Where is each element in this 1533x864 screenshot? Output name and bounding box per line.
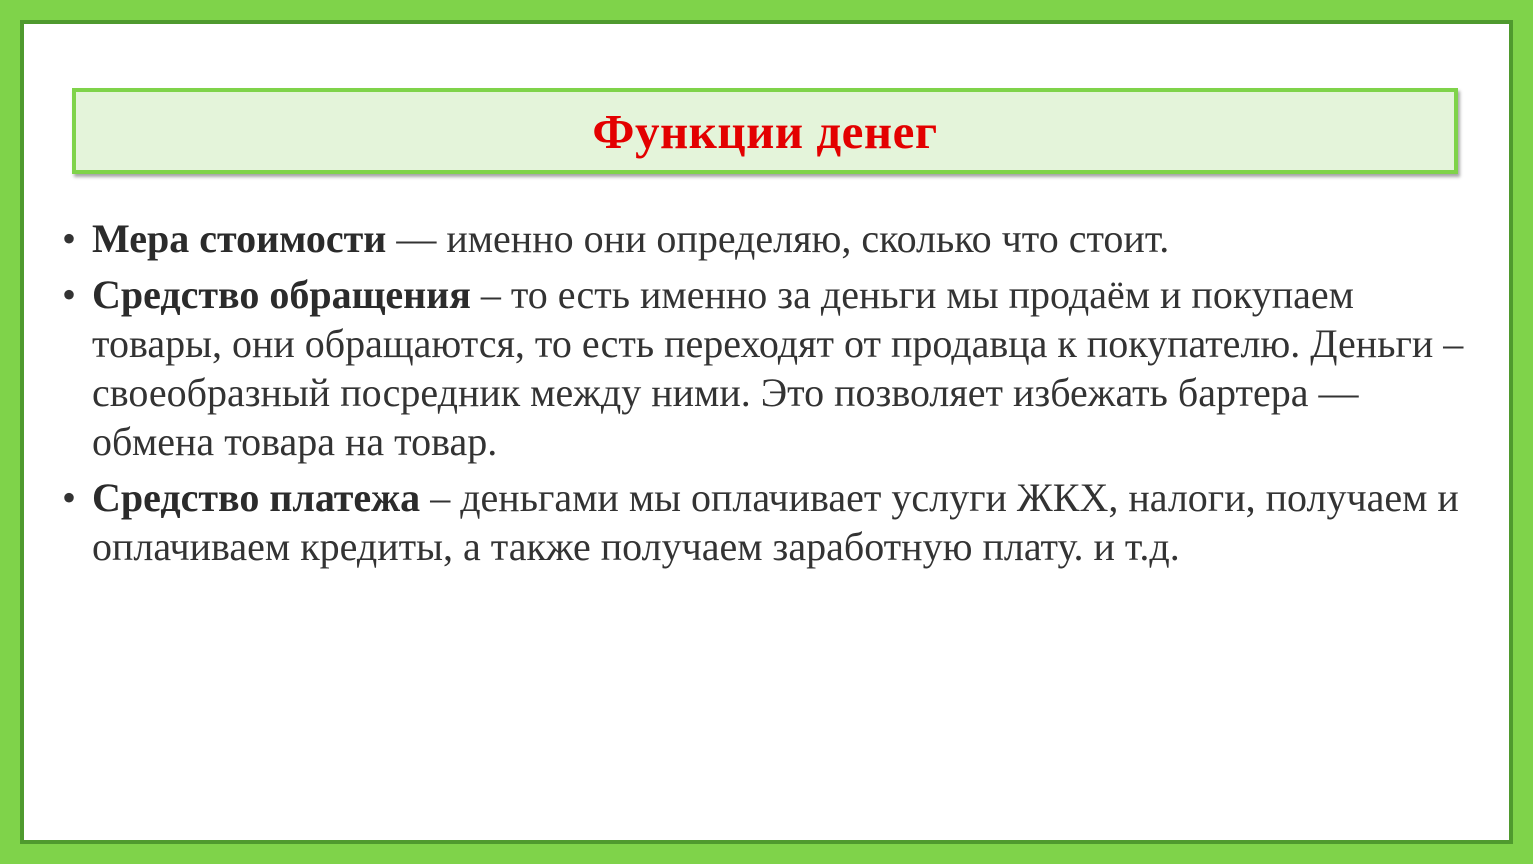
content-list <box>62 214 1482 578</box>
bullet-icon: • <box>62 272 77 317</box>
bullet-icon: • <box>62 475 77 520</box>
list-item-text <box>92 270 1482 466</box>
list-item-term: Средство платежа <box>92 475 421 520</box>
list-item-term: Мера стоимости <box>92 216 387 261</box>
list-item-description: – то есть именно за деньги мы продаём и покупаем товары, они обращаются, то есть переходят от продавца к покупателю. Деньги – своеобразный посредник между ними. Это позволяет избежать бартера — обмена товара на товар. <box>92 272 1464 464</box>
list-item <box>62 270 1482 466</box>
list-item-description: – деньгами мы оплачивает услуги ЖКХ, налоги, получаем и оплачиваем кредиты, а также получаем заработную плату. и т.д. <box>92 475 1459 569</box>
bullet-icon: • <box>62 216 77 261</box>
list-item-text <box>92 473 1482 571</box>
slide-title: Функции денег <box>592 103 938 159</box>
list-item <box>62 473 1482 571</box>
list-item-term: Средство обращения <box>92 272 471 317</box>
title-box <box>72 88 1458 174</box>
list-item-text <box>92 214 1482 263</box>
list-item-description: — именно они определяю, сколько что стоит. <box>386 216 1170 261</box>
list-item <box>62 214 1482 263</box>
